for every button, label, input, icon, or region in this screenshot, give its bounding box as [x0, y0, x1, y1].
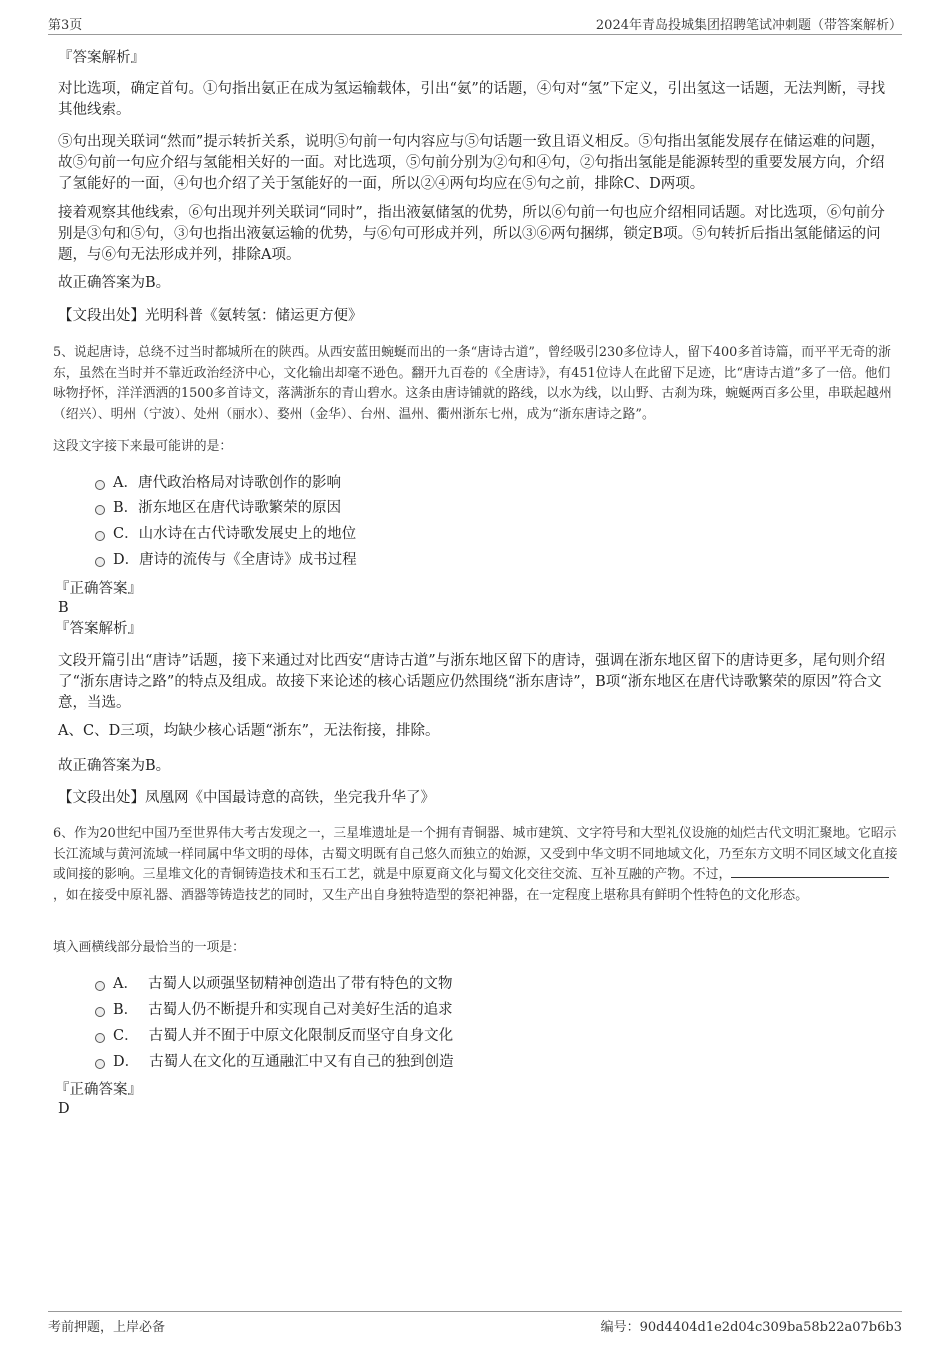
radio-icon[interactable] [95, 1007, 105, 1017]
question-stem: 5、说起唐诗，总绕不过当时都城所在的陕西。从西安蓝田蜿蜒而出的一条“唐诗古道”，曾经吸引230多位诗人，留下400多首诗篇，而平平无奇的浙东，虽然在当时并不靠近政治经济中心，文化输出却毫不逊色。翻开九百卷的《全唐诗》，有451位诗人在此留下足迹，比“唐诗古道”多了一倍。他们咏物抒怀，洋洋洒洒的1500多首诗文，落满浙东的青山碧水。这条由唐诗铺就的路线，以水为线，以山野、古刹为珠，蜿蜒两百多公里，串联起越州（绍兴）、明州（宁波）、处州（丽水）、婺州（金华）、台州、温州、衢州浙东七州，成为“浙东唐诗之路”。 [53, 345, 892, 422]
option-d[interactable]: D．唐诗的流传与《全唐诗》成书过程 [95, 550, 357, 570]
question-prompt: 填入画横线部分最恰当的一项是： [53, 940, 245, 955]
answer-label: 『正确答案』 [55, 581, 142, 597]
analysis-paragraph: A、C、D三项，均缺少核心话题“浙东”，无法衔接，排除。 [58, 723, 440, 739]
radio-icon[interactable] [95, 1033, 105, 1043]
radio-icon[interactable] [95, 1059, 105, 1069]
option-d[interactable]: D． 古蜀人在文化的互通融汇中又有自己的独到创造 [95, 1052, 454, 1072]
question-stem: 6、作为20世纪中国乃至世界伟大考古发现之一，三星堆遗址是一个拥有青铜器、城市建筑、文字符号和大型礼仪设施的灿烂古代文明汇聚地。它昭示长江流域与黄河流域一样同属中华文明的母体，古蜀文明既有自己悠久而独立的始源，又受到中华文明不同地域文化，乃至东方文明不同区域文化直接或间接的影响。三星堆文化的青铜铸造技术和玉石工艺，就是中原夏商文化与蜀文化交往交流、互补互融的产物。不过，，如在接受中原礼器、酒器等铸造技艺的同时，又生产出自身独特造型的祭祀神器，在一定程度上堪称具有鲜明个性特色的文化形态。 [53, 826, 898, 903]
radio-icon[interactable] [95, 480, 105, 490]
source: 【文段出处】光明科普《氨转氢：储运更方便》 [58, 308, 363, 324]
answer-label: 『正确答案』 [55, 1082, 142, 1098]
answer-value: D [58, 1101, 70, 1117]
analysis-label: 『答案解析』 [58, 50, 145, 66]
fill-blank [731, 865, 889, 878]
source: 【文段出处】凤凰网《中国最诗意的高铁，坐完我升华了》 [58, 790, 435, 806]
analysis-paragraph: ⑤句出现关联词“然而”提示转折关系，说明⑤句前一句内容应与⑤句话题一致且语义相反。⑤句指出氢能发展存在储运难的问题，故⑤句前一句应介绍与氢能相关好的一面。对比选项，⑤句前分别为②句和④句，②句指出氢能是能源转型的重要发展方向，介绍了氢能好的一面，④句也介绍了关于氢能好的一面，所以②④两句均应在⑤句之前，排除C、D两项。 [58, 134, 885, 192]
option-c[interactable]: C．山水诗在古代诗歌发展史上的地位 [95, 524, 356, 544]
page-footer [48, 1311, 902, 1334]
option-a[interactable]: A．唐代政治格局对诗歌创作的影响 [95, 473, 341, 493]
analysis-paragraph: 对比选项，确定首句。①句指出氨正在成为氢运输载体，引出“氨”的话题，④句对“氢”下定义，引出氢这一话题，无法判断，寻找其他线索。 [58, 81, 886, 118]
option-b[interactable]: B． 古蜀人仍不断提升和实现自己对美好生活的追求 [95, 1000, 453, 1020]
option-c[interactable]: C． 古蜀人并不囿于中原文化限制反而坚守自身文化 [95, 1026, 453, 1046]
analysis-paragraph: 文段开篇引出“唐诗”话题，接下来通过对比西安“唐诗古道”与浙东地区留下的唐诗，强调在浙东地区留下的唐诗更多，尾句则介绍了“浙东唐诗之路”的特点及组成。故接下来论述的核心话题应仍然围绕“浙东唐诗”，B项“浙东地区在唐代诗歌繁荣的原因”符合文意，当选。 [58, 653, 886, 711]
analysis-label: 『答案解析』 [55, 621, 142, 637]
conclusion: 故正确答案为B。 [58, 275, 171, 291]
document-title: 2024年青岛投城集团招聘笔试冲刺题（带答案解析） [595, 18, 902, 33]
document-code: 编号：90d4404d1e2d04c309ba58b22a07b6b3 [600, 1320, 902, 1335]
answer-value: B [58, 600, 69, 616]
option-a[interactable]: A． 古蜀人以顽强坚韧精神创造出了带有特色的文物 [95, 974, 452, 994]
radio-icon[interactable] [95, 981, 105, 991]
radio-icon[interactable] [95, 531, 105, 541]
analysis-paragraph: 接着观察其他线索，⑥句出现并列关联词“同时”，指出液氨储氢的优势，所以⑥句前一句也应介绍相同话题。对比选项，⑥句前分别是③句和⑤句，③句也指出液氨运输的优势，与⑥句可形成并列，所以③⑥两句捆绑，锁定B项。⑤句转折后指出氢能储运的问题，与⑥句无法形成并列，排除A项。 [58, 205, 885, 263]
conclusion: 故正确答案为B。 [58, 758, 171, 774]
page-number: 第3页 [48, 18, 83, 33]
option-b[interactable]: B．浙东地区在唐代诗歌繁荣的原因 [95, 498, 341, 518]
radio-icon[interactable] [95, 557, 105, 567]
radio-icon[interactable] [95, 505, 105, 515]
footer-slogan: 考前押题，上岸必备 [48, 1320, 166, 1335]
question-prompt: 这段文字接下来最可能讲的是： [53, 439, 233, 454]
page-header [48, 14, 902, 35]
